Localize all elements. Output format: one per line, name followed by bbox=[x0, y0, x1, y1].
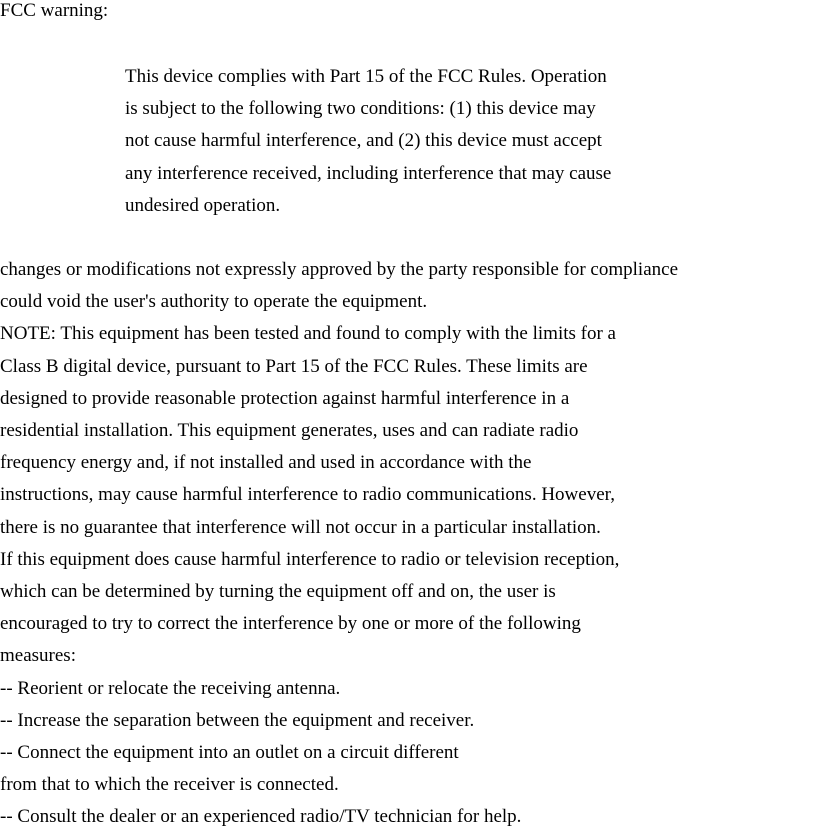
body-line: encouraged to try to correct the interference by one or more of the following bbox=[0, 613, 581, 635]
body-line: changes or modifications not expressly approved by the party responsible for compliance bbox=[0, 259, 678, 280]
note-line: NOTE: This equipment has been tested and found to comply with the limits for a bbox=[0, 323, 616, 345]
fcc-body-text bbox=[0, 254, 678, 834]
body-line: residential installation. This equipment generates, uses and can radiate radio bbox=[0, 420, 579, 442]
measures-label: measures: bbox=[0, 645, 76, 667]
body-line: If this equipment does cause harmful interference to radio or television reception, bbox=[0, 548, 620, 570]
measure-item-continuation: from that to which the receiver is connected. bbox=[0, 774, 339, 796]
compliance-line: undesired operation. bbox=[125, 194, 281, 216]
measure-item: -- Increase the separation between the equipment and receiver. bbox=[0, 709, 475, 731]
body-line: Class B digital device, pursuant to Part 15 of the FCC Rules. These limits are bbox=[0, 355, 588, 377]
measure-item: -- Reorient or relocate the receiving antenna. bbox=[0, 677, 341, 699]
compliance-line: not cause harmful interference, and (2) this device must accept bbox=[125, 130, 602, 152]
body-line: instructions, may cause harmful interference to radio communications. However, bbox=[0, 484, 615, 506]
body-line: there is no guarantee that interference will not occur in a particular installation. bbox=[0, 516, 601, 538]
compliance-line: any interference received, including interference that may cause bbox=[125, 162, 612, 184]
fcc-warning-heading: FCC warning: bbox=[0, 0, 109, 21]
body-line: could void the user's authority to operate the equipment. bbox=[0, 291, 428, 313]
body-line: frequency energy and, if not installed and used in accordance with the bbox=[0, 452, 532, 474]
measure-item: -- Connect the equipment into an outlet on a circuit different bbox=[0, 742, 459, 764]
measure-item: -- Consult the dealer or an experienced radio/TV technician for help. bbox=[0, 806, 522, 828]
compliance-line: This device complies with Part 15 of the FCC Rules. Operation bbox=[125, 66, 607, 87]
body-line: designed to provide reasonable protection against harmful interference in a bbox=[0, 387, 570, 409]
compliance-line: is subject to the following two conditions: (1) this device may bbox=[125, 98, 596, 120]
fcc-compliance-statement bbox=[125, 61, 611, 222]
body-line: which can be determined by turning the equipment off and on, the user is bbox=[0, 581, 556, 603]
